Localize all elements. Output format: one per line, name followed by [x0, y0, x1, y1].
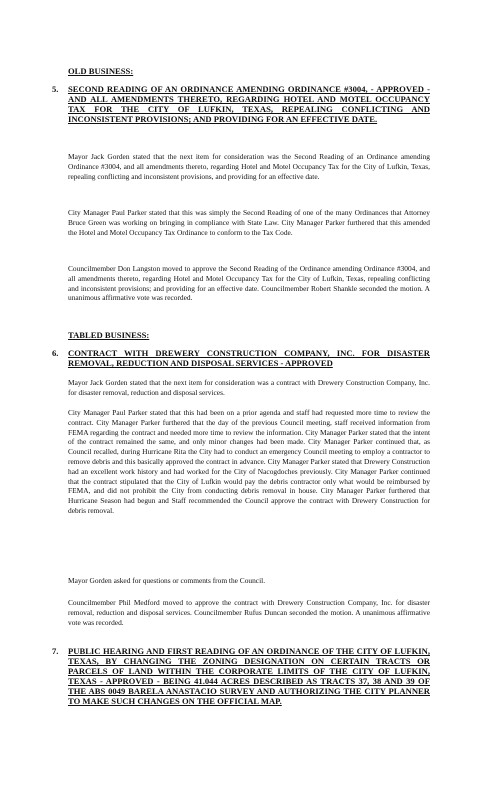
section-heading-old-business: OLD BUSINESS: — [68, 66, 134, 76]
paragraph: City Manager Paul Parker stated that this had been on a prior agenda and staff had requested more time to review the contract. City Manager Parker furthered that the day of the previous Council meeting, staff received information from FEMA regarding the contract and needed more time to review the information. City Manager Parker stated that the intent of the contract remained the same, and only minor changes had been made. City Manager Parker continued that, as Council recalled, during Hurricane Rita the City had to conduct an emergency Council meeting to employ a contractor to remove debris and this basically approved the contract in advance. City Manager Parker stated that Drewery Construction had an excellent work history and had worked for the City of Nacogdoches previously. City Manager Parker continued that the contract stipulated that the City of Lufkin would pay the debris contractor only what would be reimbursed by FEMA, and did not prohibit the City from conducting debris removal in house. City Manager Parker furthered that Hurricane Season had begun and Staff recommended the Council approve the contract with Drewery Construction for debris removal. — [68, 408, 430, 515]
paragraph: Mayor Jack Gorden stated that the next item for consideration was the Second Reading of an Ordinance amending Ordinance #3004, and all amendments thereto, regarding Hotel and Motel Occupancy Tax for the City of Lufkin, Texas, repealing conflicting and inconsistent provisions, and providing for an effective date. — [68, 152, 430, 181]
item-number: 6. — [52, 348, 59, 358]
paragraph: Councilmember Don Langston moved to approve the Second Reading of the Ordinance amending Ordinance #3004, and all amendments thereto, regarding Hotel and Motel Occupancy Tax for the City of Lufkin, Texas, repealing conflicting and inconsistent provisions; and providing for an effective date. Councilmember Robert Shankle seconded the motion. A unanimous affirmative vote was recorded. — [68, 264, 430, 303]
item-number: 7. — [52, 646, 59, 656]
paragraph: Mayor Jack Gorden stated that the next item for consideration was a contract with Drewery Construction Company, Inc. for disaster removal, reduction and disposal services. — [68, 378, 430, 397]
item-heading: SECOND READING OF AN ORDINANCE AMENDING ORDINANCE #3004, - APPROVED - AND ALL AMENDMENTS THERETO, REGARDING HOTEL AND MOTEL OCCUPANCY TAX FOR THE CITY OF LUFKIN, TEXAS, REPEALING CONFLICTING AND INCONSISTENT PROVISIONS; AND PROVIDING FOR AN EFFECTIVE DATE. — [68, 84, 430, 124]
item-number: 5. — [52, 84, 59, 94]
paragraph: Mayor Gorden asked for questions or comments from the Council. — [68, 576, 266, 585]
paragraph: Councilmember Phil Medford moved to approve the contract with Drewery Construction Company, Inc. for disaster removal, reduction and disposal services. Councilmember Rufus Duncan seconded the motion. A unanimous affirmative vote was recorded. — [68, 598, 430, 627]
item-heading: PUBLIC HEARING AND FIRST READING OF AN ORDINANCE OF THE CITY OF LUFKIN, TEXAS, BY CHANGING THE ZONING DESIGNATION ON CERTAIN TRACTS OR PARCELS OF LAND WITHIN THE CORPORATE LIMITS OF THE CITY OF LUFKIN, TEXAS - APPROVED - BEING 41.044 ACRES DESCRIBED AS TRACTS 37, 38 AND 39 OF THE ABS 0049 BARELA ANASTACIO SURVEY AND AUTHORIZING THE CITY PLANNER TO MAKE SUCH CHANGES ON THE OFFICIAL MAP. — [68, 646, 430, 706]
agenda-item-7 — [52, 646, 430, 706]
paragraph: City Manager Paul Parker stated that this was simply the Second Reading of one of the many Ordinances that Attorney Bruce Green was working on bringing in compliance with State Law. City Manager Parker furthered that this amended the Hotel and Motel Occupancy Tax Ordinance to conform to the Tax Code. — [68, 208, 430, 237]
agenda-item-5 — [52, 84, 430, 124]
item-heading: CONTRACT WITH DREWERY CONSTRUCTION COMPANY, INC. FOR DISASTER REMOVAL, REDUCTION AND DISPOSAL SERVICES - APPROVED — [68, 348, 430, 368]
agenda-item-6 — [52, 348, 430, 368]
section-heading-tabled-business: TABLED BUSINESS: — [68, 330, 150, 340]
